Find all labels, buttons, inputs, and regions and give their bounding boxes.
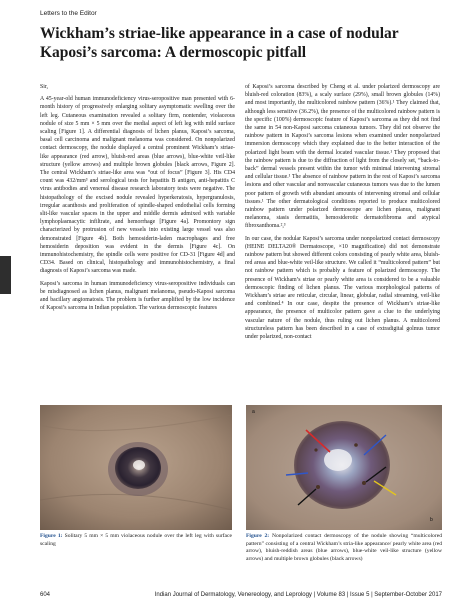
dermoscopy-photo — [246, 405, 442, 530]
figure-2-image — [246, 405, 442, 530]
figure-1-image — [40, 405, 232, 530]
article-title: Wickham’s striae-like appearance in a case of nodular Kaposi’s sarcoma: A dermoscopic pitfall — [40, 25, 399, 61]
paragraph: A 45-year-old human immunodeficiency virus-seropositive man presented with 6-month history of progressively enlarging solitary asymptomatic swelling over the left leg. Cutaneous examination revealed a solitary firm, nontender, violaceous nodule of size 5 mm × 5 mm over the medial aspect of left leg with mild surface scaling [Figure 1]. A differential diagnosis of lichen planus, Kaposi’s sarcoma, basal cell carcinoma and malignant melanoma was considered. On nonpolarized contact dermoscopy, the nodule displayed a central prominent Wickham’s striae-like appearance (red arrow), bluish-red areas (blue arrows), blue-white veil-like structure (yellow arrows) and multiple brown globules [black arrows, Figure 2]. The central Wickham’s striae-like area was “out of focus” [Figure 3]. His CD4 count was 432/mm³ and serological tests for hepatitis B antigen, anti-hepatitis C virus antibodies and venereal disease research laboratory tests were negative. The histopathology of the excised nodule revealed hyperkeratosis, hypergranulosis, irregular acanthosis and proliferation of spindle-shaped endothelial cells forming slit-like vascular spaces in the upper and middle dermis admixed with variable lymphoplasmacytic infiltrate, and hemorrhage [Figure 4a]. Promontory sign characterized by protrusion of new vessels into existing large vessel was also demonstrated [Figure 4b]. Both hemosiderin-laden macrophages and free hemosiderin deposition was evident in the dermis [Figure 4c]. On immunohistochemistry, the spindle cells were positive for CD-31 [Figure 4d] and CD34. Based on clinical, histopathology and immunohistochemistry, a final diagnosis of Kaposi’s sarcoma was made. — [40, 96, 235, 275]
page-number: 604 — [40, 592, 51, 598]
figure-1-caption — [40, 533, 232, 548]
figure-2-caption-text: Nonpolarized contact dermoscopy of the nodule showing “multicolored pattern” consisting of a central Wickham’s stria-like appearance/ pearly white area (red arrow), bluish-reddish areas (blue arrows), blue-white veil-like structure (yellow arrows) and multiple brown globules (black arrows) — [246, 533, 442, 562]
section-label: Letters to the Editor — [40, 10, 97, 17]
right-text-column — [245, 83, 440, 345]
figure-2-annotation-a: a — [252, 409, 255, 415]
paragraph: In our case, the nodular Kaposi’s sarcoma under nonpolarized contact dermoscopy (HEINE DELTA20® Dermatoscope, ×10 magnification) did not demonstrate rainbow pattern but showed different colors consisting of pearly white area, bluish-red areas and blue-white veil-like structure. We called it “multicolored pattern” but not rainbow pattern which is probably a feature of polarized dermoscopy. The presence of Wickham’s striae or pearly white area is considered to be a valuable dermoscopic finding of lichen planus. The various morphological patterns of Wickham’s striae are reticular, circular, linear, globular, radial streaming, veil-like and combined.⁴ In our case, despite the presence of Wickham’s striae-like appearance, the presence of multicolor pattern gave a clue to the underlying vascular nature of the nodule, thus ruling out lichen planus. A multicolored structureless pattern has been described in a case of extradigital golmus tumor under polarized, non-contact — [245, 235, 440, 341]
side-tab-marker — [0, 256, 11, 294]
figure-2-caption — [246, 533, 442, 563]
paragraph: Kaposi’s sarcoma in human immunodeficiency virus-seropositive individuals can be misdiagnosed as lichen planus, malignant melanoma, pseudo-Kaposi sarcoma and bacillary angiomatosis. The problem is further amplified by the low incidence of Kaposi’s sarcoma in Indian population. The various dermoscopic features — [40, 280, 235, 312]
journal-citation: Indian Journal of Dermatology, Venereology, and Leprology | Volume 83 | Issue 5 | September-October 2017 — [154, 592, 442, 598]
figure-2-annotation-b: b — [430, 517, 433, 523]
nodule-photo — [40, 405, 232, 530]
salutation: Sir, — [40, 84, 48, 90]
figure-1-label: Figure 1: — [40, 533, 63, 539]
figure-2-label: Figure 2: — [246, 533, 270, 539]
paragraph: of Kaposi’s sarcoma described by Cheng et al. under polarized dermoscopy are bluish-red coloration (83%), a scaly surface (29%), small brown globules (14%) and most importantly, the multicolored rainbow pattern (36%).¹ They claimed that, although less sensitive (36.2%), the presence of the multicolored rainbow pattern is the specific (100%) dermoscopic feature of Kaposi’s sarcoma as they did not find the same in 54 non-Kaposi sarcoma cutaneous tumors. They did not observe the rainbow pattern in Kaposi’s sarcoma lesions when examined under nonpolarized immersion dermoscopy which they explained due to the better interaction of the polarized light beam with the dermal located vascular tissue.¹ They proposed that the rainbow pattern is due to the diffraction of light from the closely set, “back-to-back” dermal vessels present within the tumor with minimal intervening stromal and cellular tissue.¹ The absence of rainbow pattern in the rest of Kaposi’s sarcoma lesions and other vascular and nonvascular cutaneous tumors was due to the lumen poor pattern of growth with abundant amounts of intervening stromal and cellular tissues.¹ The other dermatological conditions reported to produce multicolored rainbow pattern under polarized dermoscope are lichen planus, malignant melanoma, stasis dermatitis, hemosiderotic dermatofibroma and atypical fibroxanthoma.²,³ — [245, 84, 440, 230]
figure-1-caption-text: Solitary 5 mm × 5 mm violaceous nodule over the left leg with surface scaling — [40, 533, 232, 547]
left-text-column — [40, 83, 235, 316]
